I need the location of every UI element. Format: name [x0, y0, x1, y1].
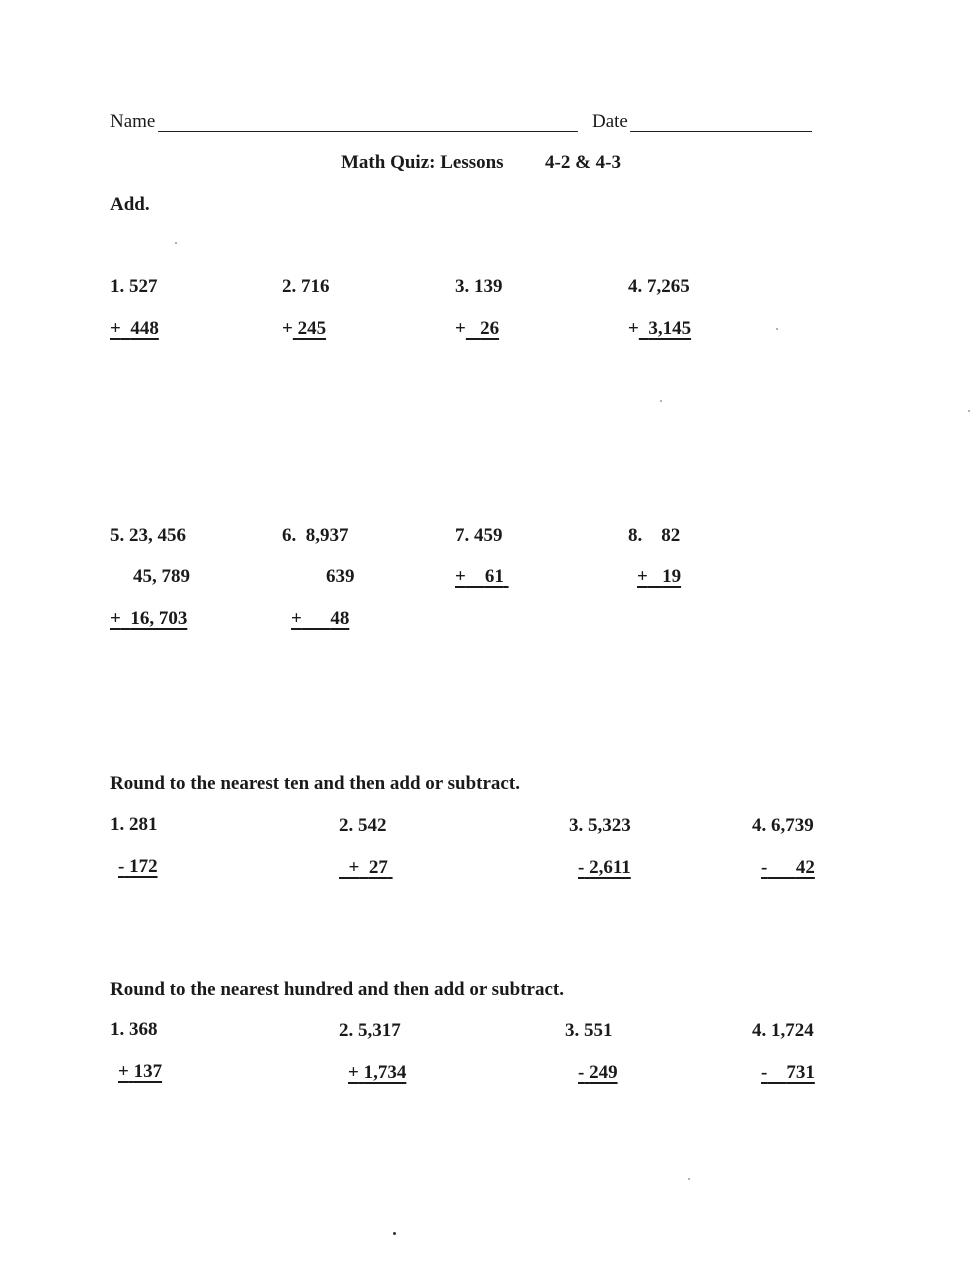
operator: +: [348, 1062, 359, 1083]
name-label: Name: [110, 111, 156, 132]
problem-bottom-value: 245: [297, 318, 327, 339]
problem-bottom-value: 19: [662, 566, 682, 587]
problem-top-value: 542: [358, 815, 387, 836]
round-hundred-heading: Round to the nearest hundred and then add or subtract.: [110, 979, 564, 1000]
operator: +: [110, 608, 121, 629]
problem-number: 2.: [339, 815, 354, 836]
problem-top-value: 551: [584, 1020, 613, 1041]
problem-number: 3.: [455, 276, 470, 297]
operator: +: [110, 318, 121, 339]
scan-dot: [393, 1232, 396, 1235]
operator: +: [118, 1061, 129, 1082]
problem-number: 1.: [110, 1019, 125, 1040]
problem-bottom-value: 137: [133, 1061, 163, 1082]
problem-bottom-value: 26: [480, 318, 500, 339]
problem-number: 5.: [110, 525, 125, 546]
problem-bottom-value: 48: [330, 608, 350, 629]
problem-value-line-2: 639: [326, 566, 355, 587]
problem-number: 3.: [569, 815, 584, 836]
problem-value-line-1: 23, 456: [129, 525, 186, 546]
operator: -: [761, 857, 768, 878]
problem-bottom-value: 16, 703: [130, 608, 188, 629]
scan-speck: [776, 328, 778, 330]
problem-top-value: 281: [129, 814, 158, 835]
operator: -: [578, 1062, 585, 1083]
scan-speck: [968, 410, 970, 412]
problem-number: 2.: [282, 276, 297, 297]
problem-top-value: 1,724: [771, 1020, 814, 1041]
operator: +: [628, 318, 639, 339]
operator: +: [348, 857, 360, 878]
round-ten-heading: Round to the nearest ten and then add or subtract.: [110, 773, 520, 794]
operator: +: [291, 608, 302, 629]
problem-value-line-2: 45, 789: [133, 566, 190, 587]
problem-top-value: 5,317: [358, 1020, 401, 1041]
scan-speck: [660, 400, 662, 402]
problem-top-value: 716: [301, 276, 330, 297]
operator: -: [578, 857, 585, 878]
problem-top-value: 368: [129, 1019, 158, 1040]
scan-speck: [688, 1178, 690, 1180]
problem-bottom-value: 61: [484, 566, 504, 587]
problem-bottom-value: 2,611: [589, 857, 631, 878]
operator: -: [761, 1062, 768, 1083]
problem-bottom-value: 1,734: [363, 1062, 407, 1083]
problem-bottom-value: 249: [589, 1062, 618, 1083]
problem-top-value: 7,265: [647, 276, 690, 297]
operator: +: [455, 318, 466, 339]
problem-number: 4.: [752, 815, 767, 836]
problem-bottom-value: 448: [130, 318, 159, 339]
problem-number: 4.: [752, 1020, 767, 1041]
date-label: Date: [592, 111, 628, 132]
problem-top-value: 82: [661, 525, 681, 546]
problem-number: 1.: [110, 276, 125, 297]
scan-speck: [175, 242, 177, 244]
problem-top-value: 459: [474, 525, 503, 546]
problem-number: 8.: [628, 525, 643, 546]
problem-top-value: 139: [474, 276, 503, 297]
problem-number: 7.: [455, 525, 470, 546]
problem-top-value: 527: [129, 276, 158, 297]
problem-number: 2.: [339, 1020, 354, 1041]
problem-bottom-value: 42: [795, 857, 815, 878]
date-blank-line[interactable]: [630, 131, 812, 132]
operator: +: [637, 566, 648, 587]
problem-value-line-1: 8,937: [305, 525, 349, 546]
operator: +: [282, 318, 293, 339]
operator: -: [118, 856, 125, 877]
problem-top-value: 6,739: [771, 815, 814, 836]
problem-number: 6.: [282, 525, 297, 546]
operator: +: [455, 566, 466, 587]
problem-bottom-value: 172: [129, 856, 158, 877]
quiz-title-lesson-numbers: 4-2 & 4-3: [545, 152, 621, 173]
add-heading: Add.: [110, 194, 150, 215]
name-blank-line[interactable]: [158, 131, 578, 132]
quiz-title-lessons: Math Quiz: Lessons: [341, 152, 504, 173]
problem-number: 4.: [628, 276, 643, 297]
problem-bottom-value: 731: [786, 1062, 815, 1083]
problem-number: 1.: [110, 814, 125, 835]
problem-bottom-value: 27: [368, 857, 388, 878]
problem-bottom-value: 3,145: [648, 318, 692, 339]
problem-top-value: 5,323: [588, 815, 631, 836]
problem-number: 3.: [565, 1020, 580, 1041]
